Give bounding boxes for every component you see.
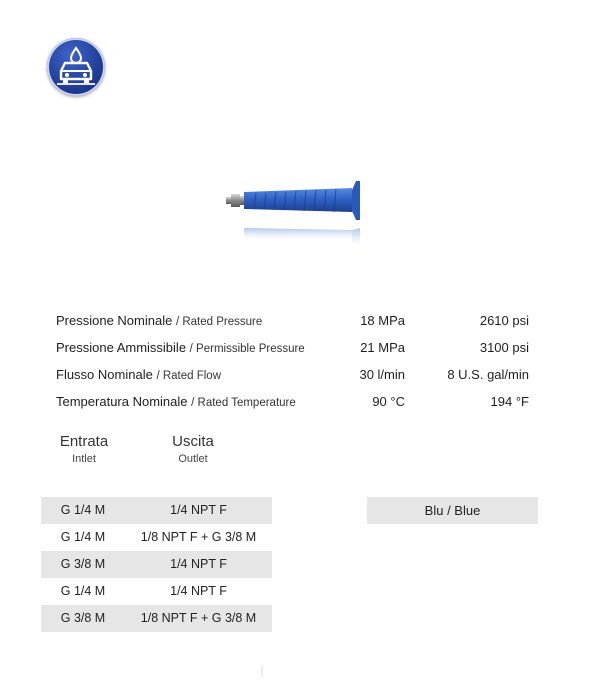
spec-label-en: / Rated Temperature (191, 397, 296, 409)
spec-row-rated-pressure (56, 313, 536, 331)
spec-value-imperial: 2610 psi (479, 313, 529, 328)
spec-label (56, 367, 221, 382)
spec-value-metric: 18 MPa (360, 313, 405, 328)
outlet-cell: 1/4 NPT F (170, 503, 227, 517)
inlet-header-en: Intlet (72, 453, 96, 465)
outlet-header-it: Uscita (172, 433, 214, 450)
spec-row-permissible-pressure (56, 340, 536, 358)
table-row (41, 605, 272, 632)
spec-value-metric: 30 l/min (359, 367, 405, 382)
spec-label-it: Pressione Nominale (56, 313, 173, 328)
blue-grip-nozzle-photo (224, 178, 364, 253)
outlet-cell: 1/4 NPT F (170, 557, 227, 571)
spec-label-it: Flusso Nominale (56, 367, 153, 382)
connections-table (41, 497, 272, 632)
spec-value-imperial: 8 U.S. gal/min (447, 367, 529, 382)
divider (261, 665, 263, 676)
table-row (41, 524, 272, 551)
outlet-cell: 1/8 NPT F + G 3/8 M (140, 530, 257, 544)
spec-value-metric: 90 °C (372, 394, 405, 409)
outlet-header (166, 433, 220, 465)
outlet-cell: 1/4 NPT F (170, 584, 227, 598)
spec-label-en: / Rated Pressure (175, 316, 263, 328)
spec-label-en: / Permissible Pressure (189, 343, 305, 355)
inlet-cell: G 3/8 M (60, 557, 106, 571)
outlet-cell: 1/8 NPT F + G 3/8 M (140, 611, 257, 625)
spec-label (56, 394, 296, 409)
spec-row-rated-temperature (56, 394, 536, 412)
spec-value-imperial: 3100 psi (479, 340, 529, 355)
spec-label-en: / Rated Flow (156, 370, 222, 382)
table-row (41, 578, 272, 605)
car-wash-icon (47, 38, 105, 96)
inlet-header (56, 433, 112, 465)
inlet-header-it: Entrata (59, 433, 109, 450)
spec-label (56, 340, 305, 355)
table-row (41, 497, 272, 524)
outlet-header-en: Outlet (178, 453, 208, 465)
spec-row-rated-flow (56, 367, 536, 385)
table-row (41, 551, 272, 578)
spec-value-metric: 21 MPa (360, 340, 405, 355)
spec-label (56, 313, 262, 328)
inlet-cell: G 1/4 M (60, 503, 106, 517)
inlet-cell: G 1/4 M (60, 530, 106, 544)
inlet-cell: G 3/8 M (60, 611, 106, 625)
color-option: Blu / Blue (367, 497, 538, 524)
spec-value-imperial: 194 °F (490, 394, 529, 409)
spec-label-it: Pressione Ammissibile (56, 340, 187, 355)
inlet-cell: G 1/4 M (60, 584, 106, 598)
spec-label-it: Temperatura Nominale (56, 394, 188, 409)
